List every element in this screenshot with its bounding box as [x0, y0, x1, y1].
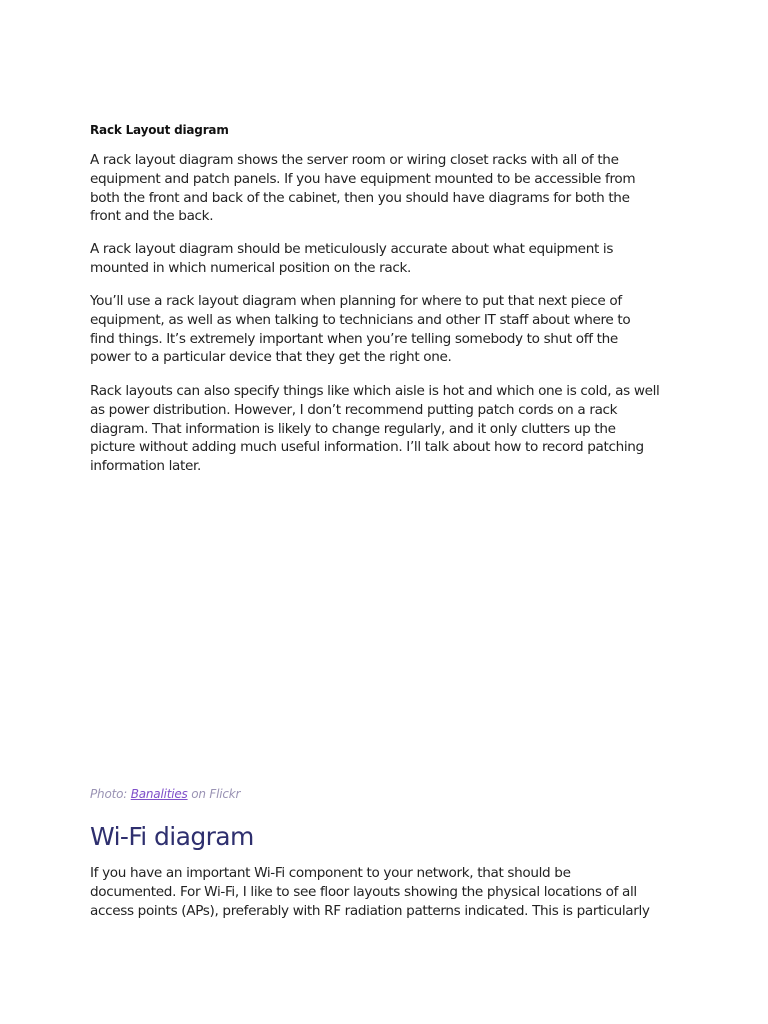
paragraph-line: equipment and patch panels. If you have equipment mounted to be accessible from [90, 170, 636, 187]
paragraph-1 [90, 151, 680, 226]
photo-caption [90, 787, 240, 801]
section-heading: Rack Layout diagram [90, 123, 229, 137]
paragraph-line: power to a particular device that they get the right one. [90, 349, 452, 366]
paragraph-line: find things. It’s extremely important when you’re telling somebody to shut off the [90, 330, 618, 347]
paragraph-line: mounted in which numerical position on the rack. [90, 259, 412, 276]
paragraph-line: as power distribution. However, I don’t recommend putting patch cords on a rack [90, 401, 618, 418]
paragraph-line: front and the back. [90, 208, 214, 225]
paragraph-line: You’ll use a rack layout diagram when planning for where to put that next piece of [90, 293, 622, 309]
paragraph-line: both the front and back of the cabinet, then you should have diagrams for both the [90, 189, 630, 206]
paragraph-line: Rack layouts can also specify things like which aisle is hot and which one is cold, as well [90, 383, 660, 399]
caption-prefix: Photo: [90, 787, 131, 801]
paragraph-line: A rack layout diagram shows the server room or wiring closet racks with all of the [90, 152, 619, 168]
paragraph-line: equipment, as well as when talking to technicians and other IT staff about where to [90, 311, 631, 328]
document-page [90, 0, 690, 1024]
paragraph-line: diagram. That information is likely to change regularly, and it only clutters up the [90, 420, 616, 437]
paragraph-line: picture without adding much useful information. I’ll talk about how to record patching [90, 439, 644, 456]
paragraph-4 [90, 382, 680, 476]
wifi-paragraph [90, 864, 680, 920]
paragraph-line: If you have an important Wi-Fi component to your network, that should be [90, 865, 571, 881]
paragraph-line: information later. [90, 458, 201, 475]
paragraph-3 [90, 292, 680, 367]
paragraph-line: documented. For Wi-Fi, I like to see floor layouts showing the physical locations of all [90, 883, 637, 900]
caption-link[interactable]: Banalities [130, 787, 188, 801]
caption-suffix: on Flickr [187, 787, 241, 801]
paragraph-line: A rack layout diagram should be meticulously accurate about what equipment is [90, 241, 614, 257]
paragraph-line: access points (APs), preferably with RF radiation patterns indicated. This is particularly [90, 902, 650, 919]
paragraph-2 [90, 240, 680, 278]
wifi-heading: Wi-Fi diagram [90, 822, 254, 851]
